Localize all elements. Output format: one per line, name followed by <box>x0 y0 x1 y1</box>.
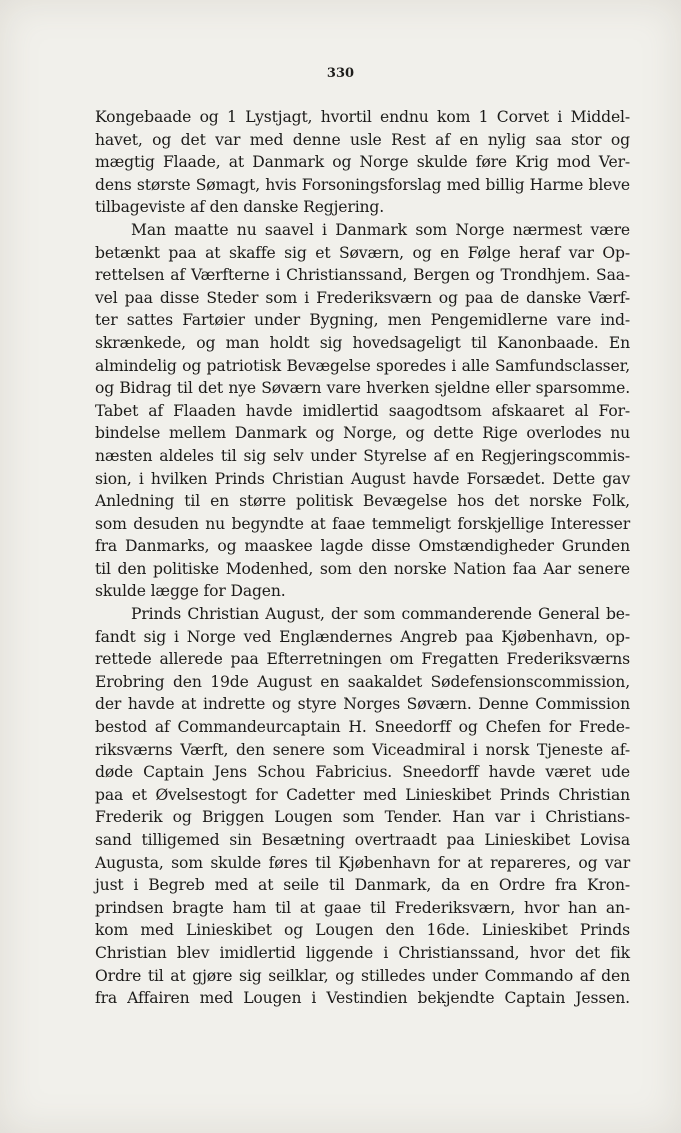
text-line: Christian blev imidlertid liggende i Christianssand, hvor det fik <box>95 943 630 962</box>
text-line: paa et Øvelsestogt for Cadetter med Linieskibet Prinds Christian <box>95 785 630 804</box>
text-line: prindsen bragte ham til at gaae til Frederiksværn, hvor han an- <box>95 898 630 917</box>
text-line: havet, og det var med denne usle Rest af en nylig saa stor og <box>95 130 630 149</box>
text-line: mægtig Flaade, at Danmark og Norge skulde føre Krig mod Ver- <box>95 153 630 172</box>
text-line: der havde at indrette og styre Norges Søværn. Denne Commission <box>95 695 630 714</box>
text-line: sion, i hvilken Prinds Christian August havde Forsædet. Dette gav <box>95 469 630 488</box>
text-line: fra Affairen med Lougen i Vestindien bekjendte Captain Jessen. <box>95 989 630 1008</box>
text-line: døde Captain Jens Schou Fabricius. Sneedorff havde været ude <box>95 763 630 782</box>
text-line: riksværns Værft, den senere som Viceadmiral i norsk Tjeneste af- <box>95 740 630 759</box>
text-line: skrænkede, og man holdt sig hovedsageligt til Kanonbaade. En <box>95 333 630 352</box>
text-line: Prinds Christian August, der som commanderende General be- <box>131 605 630 624</box>
body-text <box>95 106 630 1010</box>
text-line: bindelse mellem Danmark og Norge, og dette Rige overlodes nu <box>95 424 630 443</box>
text-line: almindelig og patriotisk Bevægelse sporedes i alle Samfundsclasser, <box>95 356 630 375</box>
text-line: skulde lægge for Dagen. <box>95 582 286 601</box>
text-line: sand tilligemed sin Besætning overtraadt paa Linieskibet Lovisa <box>95 831 630 849</box>
text-line: Kongebaade og 1 Lystjagt, hvortil endnu kom 1 Corvet i Middel- <box>95 108 630 126</box>
text-line: fandt sig i Norge ved Englændernes Angreb paa Kjøbenhavn, op- <box>95 627 630 646</box>
text-line: kom med Linieskibet og Lougen den 16de. Linieskibet Prinds <box>95 921 630 940</box>
text-line: Tabet af Flaaden havde imidlertid saagodtsom afskaaret al For- <box>95 401 630 420</box>
text-line: næsten aldeles til sig selv under Styrelse af en Regjeringscommis- <box>95 446 630 465</box>
text-line: ter sattes Fartøier under Bygning, men Pengemidlerne vare ind- <box>95 311 630 330</box>
text-line: Anledning til en større politisk Bevægelse hos det norske Folk, <box>95 492 630 511</box>
page-number: 330 <box>326 66 355 81</box>
text-line: tilbageviste af den danske Regjering. <box>95 198 385 217</box>
text-line: Man maatte nu saavel i Danmark som Norge nærmest være <box>131 220 630 239</box>
text-line: som desuden nu begyndte at faae temmeligt forskjellige Interesser <box>95 514 630 533</box>
text-line: bestod af Commandeurcaptain H. Sneedorff og Chefen for Frede- <box>95 718 630 737</box>
text-line: Frederik og Briggen Lougen som Tender. Han var i Christians- <box>95 808 630 827</box>
text-line: betænkt paa at skaffe sig et Søværn, og en Følge heraf var Op- <box>95 243 630 262</box>
text-line: rettelsen af Værfterne i Christianssand, Bergen og Trondhjem. Saa- <box>95 266 630 285</box>
text-line: vel paa disse Steder som i Frederiksværn og paa de danske Værf- <box>95 288 630 307</box>
text-line: Ordre til at gjøre sig seilklar, og stilledes under Commando af den <box>95 966 630 985</box>
text-line: Erobring den 19de August en saakaldet Sødefensionscommission, <box>95 672 630 691</box>
text-line: Augusta, som skulde føres til Kjøbenhavn for at repareres, og var <box>95 853 630 872</box>
text-line: dens største Sømagt, hvis Forsoningsforslag med billig Harme bleve <box>95 175 630 194</box>
text-line: og Bidrag til det nye Søværn vare hverken sjeldne eller sparsomme. <box>95 379 630 398</box>
text-line: til den politiske Modenhed, som den norske Nation faa Aar senere <box>95 559 630 578</box>
text-line: just i Begreb med at seile til Danmark, da en Ordre fra Kron- <box>95 876 630 895</box>
text-line: fra Danmarks, og maaskee lagde disse Omstændigheder Grunden <box>95 537 630 556</box>
text-line: rettede allerede paa Efterretningen om Fregatten Frederiksværns <box>95 650 630 669</box>
